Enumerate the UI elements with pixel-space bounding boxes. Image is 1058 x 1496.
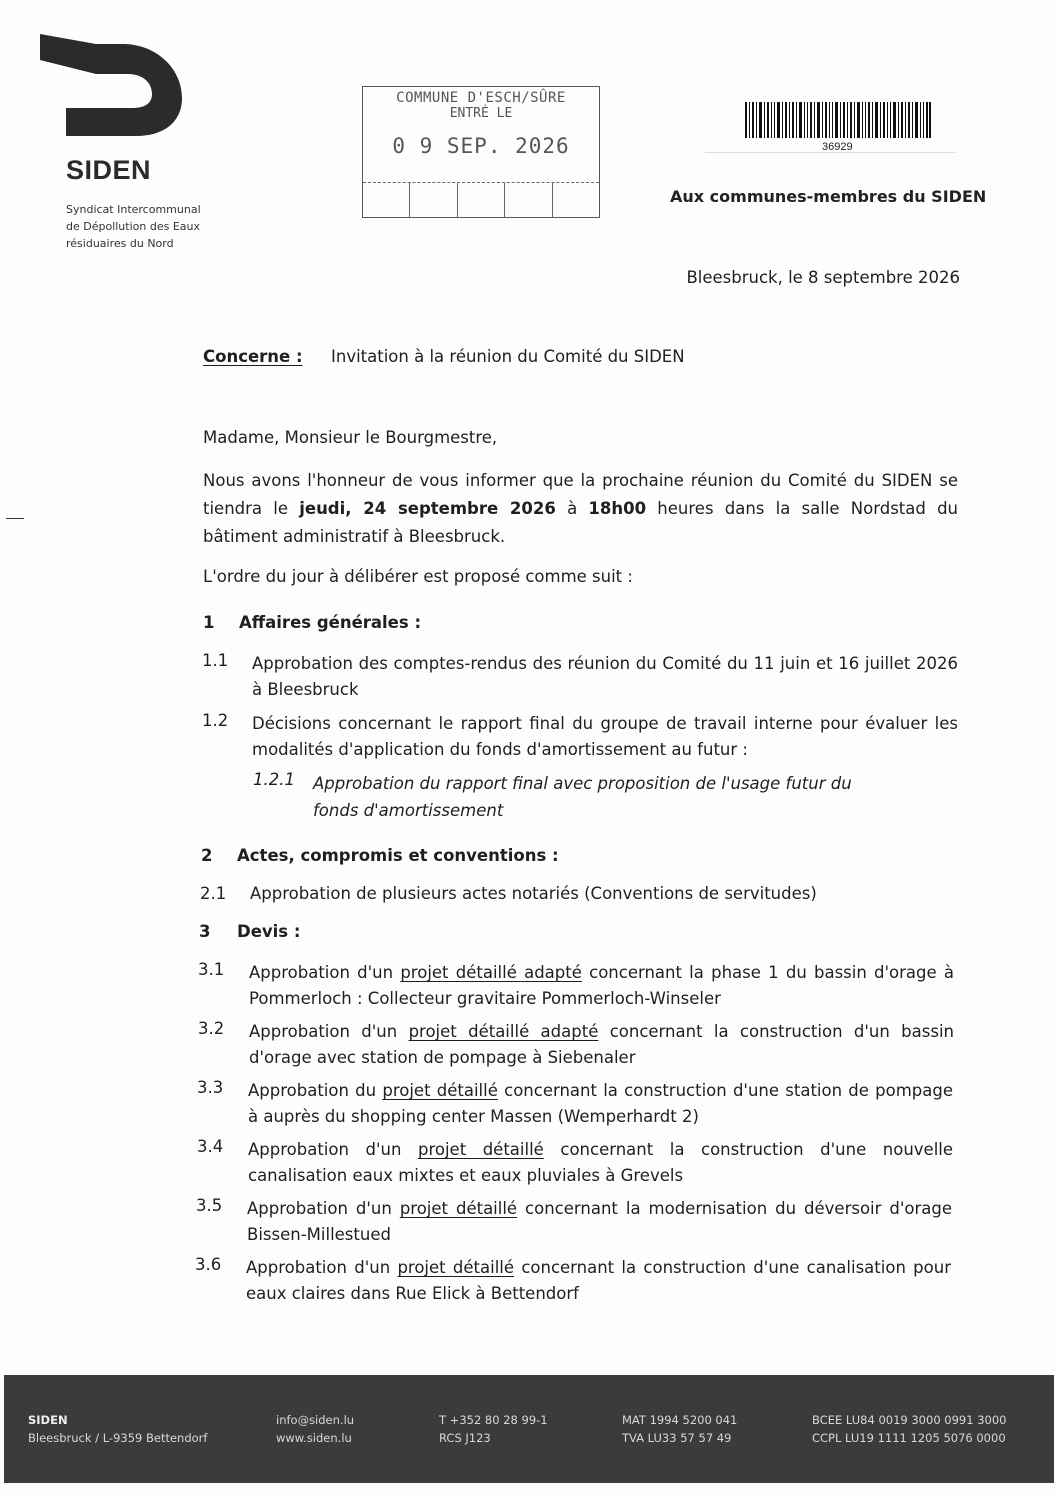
footer-telephone: T +352 80 28 99-1 bbox=[439, 1413, 548, 1427]
salutation: Madame, Monsieur le Bourgmestre, bbox=[203, 428, 498, 447]
footer-address-line: Bleesbruck / L-9359 Bettendorf bbox=[28, 1431, 208, 1445]
section-2-number: 2 bbox=[201, 846, 213, 865]
footer bbox=[4, 1375, 1054, 1483]
footer-address bbox=[28, 1411, 207, 1447]
footer-tax bbox=[622, 1411, 737, 1447]
barcode bbox=[745, 102, 931, 138]
footer-contact bbox=[276, 1411, 354, 1447]
footer-phone bbox=[439, 1411, 548, 1447]
item-1-2-1-text: Approbation du rapport final avec proposition de l'usage futur du fonds d'amortissement bbox=[313, 774, 852, 820]
subject-label: Concerne : bbox=[203, 347, 303, 366]
barcode-number: 36929 bbox=[822, 141, 853, 153]
item-3-5-text: Approbation d'un projet détaillé concernant la modernisation du déversoir d'orage Bissen-Millestued bbox=[247, 1199, 952, 1244]
link-projet-detaille: projet détaillé bbox=[399, 1199, 518, 1218]
item-3-2-number: 3.2 bbox=[198, 1019, 225, 1038]
intro-text: heures dans la salle Nordstad du bâtiment administratif à Bleesbruck. bbox=[203, 499, 958, 546]
barcode-bars bbox=[745, 102, 931, 138]
section-3-number: 3 bbox=[199, 922, 211, 941]
place-date: Bleesbruck, le 8 septembre 2026 bbox=[686, 268, 960, 287]
footer-bank-ccpl: CCPL LU19 1111 1205 5076 0000 bbox=[812, 1431, 1006, 1445]
item-1-2-number: 1.2 bbox=[202, 711, 229, 730]
footer-rcs: RCS J123 bbox=[439, 1431, 491, 1445]
stamp-line1: COMMUNE D'ESCH/SÛRE bbox=[396, 90, 566, 106]
item-1-2-text: Décisions concernant le rapport final du groupe de travail interne pour évaluer les modalités d'application du fonds d'amortissement au futur : bbox=[252, 714, 958, 759]
item-3-1-text: Approbation d'un projet détaillé adapté concernant la phase 1 du bassin d'orage à Pommerloch : Collecteur gravitaire Pommerloch-Winseler bbox=[249, 963, 955, 1008]
item-1-1-number: 1.1 bbox=[202, 651, 229, 670]
section-1-number: 1 bbox=[203, 613, 215, 632]
siden-logo bbox=[36, 30, 206, 150]
item-2-1-text: Approbation de plusieurs actes notariés (Conventions de servitudes) bbox=[250, 884, 817, 903]
item-3-3-text: Approbation du projet détaillé concernant la construction d'une station de pompage à auprès du shopping center Massen (Wemperhardt 2) bbox=[248, 1081, 953, 1126]
footer-tva: TVA LU33 57 57 49 bbox=[622, 1431, 732, 1445]
item-3-3-number: 3.3 bbox=[197, 1078, 224, 1097]
section-3-title: Devis : bbox=[237, 922, 301, 941]
section-2-title: Actes, compromis et conventions : bbox=[237, 846, 559, 865]
stamp-date: 0 9 SEP. 2026 bbox=[392, 134, 570, 158]
meeting-time: 18h00 bbox=[588, 499, 647, 518]
link-projet-detaille: projet détaillé bbox=[397, 1258, 515, 1277]
item-3-4-number: 3.4 bbox=[197, 1137, 224, 1156]
fold-mark bbox=[6, 518, 24, 519]
footer-bank-bcee: BCEE LU84 0019 3000 0991 3000 bbox=[812, 1413, 1007, 1427]
meeting-date: jeudi, 24 septembre 2026 bbox=[299, 499, 556, 518]
footer-banks bbox=[812, 1411, 1006, 1447]
item-3-1-number: 3.1 bbox=[198, 960, 225, 979]
link-projet-detaille: projet détaillé adapté bbox=[408, 1022, 599, 1041]
link-projet-detaille: projet détaillé adapté bbox=[400, 963, 582, 982]
section-1-title: Affaires générales : bbox=[239, 613, 422, 632]
item-3-5-number: 3.5 bbox=[196, 1196, 223, 1215]
intro-text: à bbox=[555, 499, 589, 518]
item-1-2-1-number: 1.2.1 bbox=[253, 770, 295, 789]
subject-text: Invitation à la réunion du Comité du SIDEN bbox=[331, 347, 685, 366]
item-2-1-number: 2.1 bbox=[200, 884, 227, 903]
logo-subtitle-line: Syndicat Intercommunal bbox=[66, 203, 201, 216]
intro-paragraph bbox=[203, 467, 958, 551]
footer-org-name: SIDEN bbox=[28, 1413, 68, 1427]
stamp-line2: ENTRÉ LE bbox=[449, 106, 513, 121]
agenda-intro: L'ordre du jour à délibérer est proposé comme suit : bbox=[203, 567, 633, 586]
footer-website: www.siden.lu bbox=[276, 1431, 352, 1445]
item-3-6-text: Approbation d'un projet détaillé concernant la construction d'une canalisation pour eaux claires dans Rue Elick à Bettendorf bbox=[246, 1258, 951, 1303]
item-3-6-number: 3.6 bbox=[195, 1255, 222, 1274]
link-projet-detaille: projet détaillé bbox=[382, 1081, 498, 1100]
logo-subtitle bbox=[66, 201, 201, 252]
link-projet-detaille: projet détaillé bbox=[417, 1140, 544, 1159]
logo-subtitle-line: de Dépollution des Eaux bbox=[66, 220, 200, 233]
siden-logo-mark bbox=[36, 30, 186, 140]
recipient: Aux communes-membres du SIDEN bbox=[670, 187, 987, 206]
barcode-label-edge bbox=[705, 152, 955, 153]
logo-name: SIDEN bbox=[66, 155, 152, 185]
item-3-2-text: Approbation d'un projet détaillé adapté concernant la construction d'un bassin d'orage avec station de pompage à Siebenaler bbox=[249, 1022, 954, 1067]
logo-subtitle-line: résiduaires du Nord bbox=[66, 237, 174, 250]
intro-text: Nous avons l'honneur de vous informer que la prochaine réunion du Comité du SIDEN se tiendra le bbox=[203, 471, 958, 518]
footer-mat: MAT 1994 5200 041 bbox=[622, 1413, 738, 1427]
item-3-4-text: Approbation d'un projet détaillé concernant la construction d'une nouvelle canalisation eaux mixtes et eaux pluviales à Grevels bbox=[248, 1140, 954, 1185]
stamp-grid bbox=[363, 182, 599, 217]
received-stamp bbox=[362, 86, 600, 218]
item-1-1-text: Approbation des comptes-rendus des réunion du Comité du 11 juin et 16 juillet 2026 à Bleesbruck bbox=[252, 654, 958, 699]
footer-email: info@siden.lu bbox=[276, 1413, 355, 1427]
